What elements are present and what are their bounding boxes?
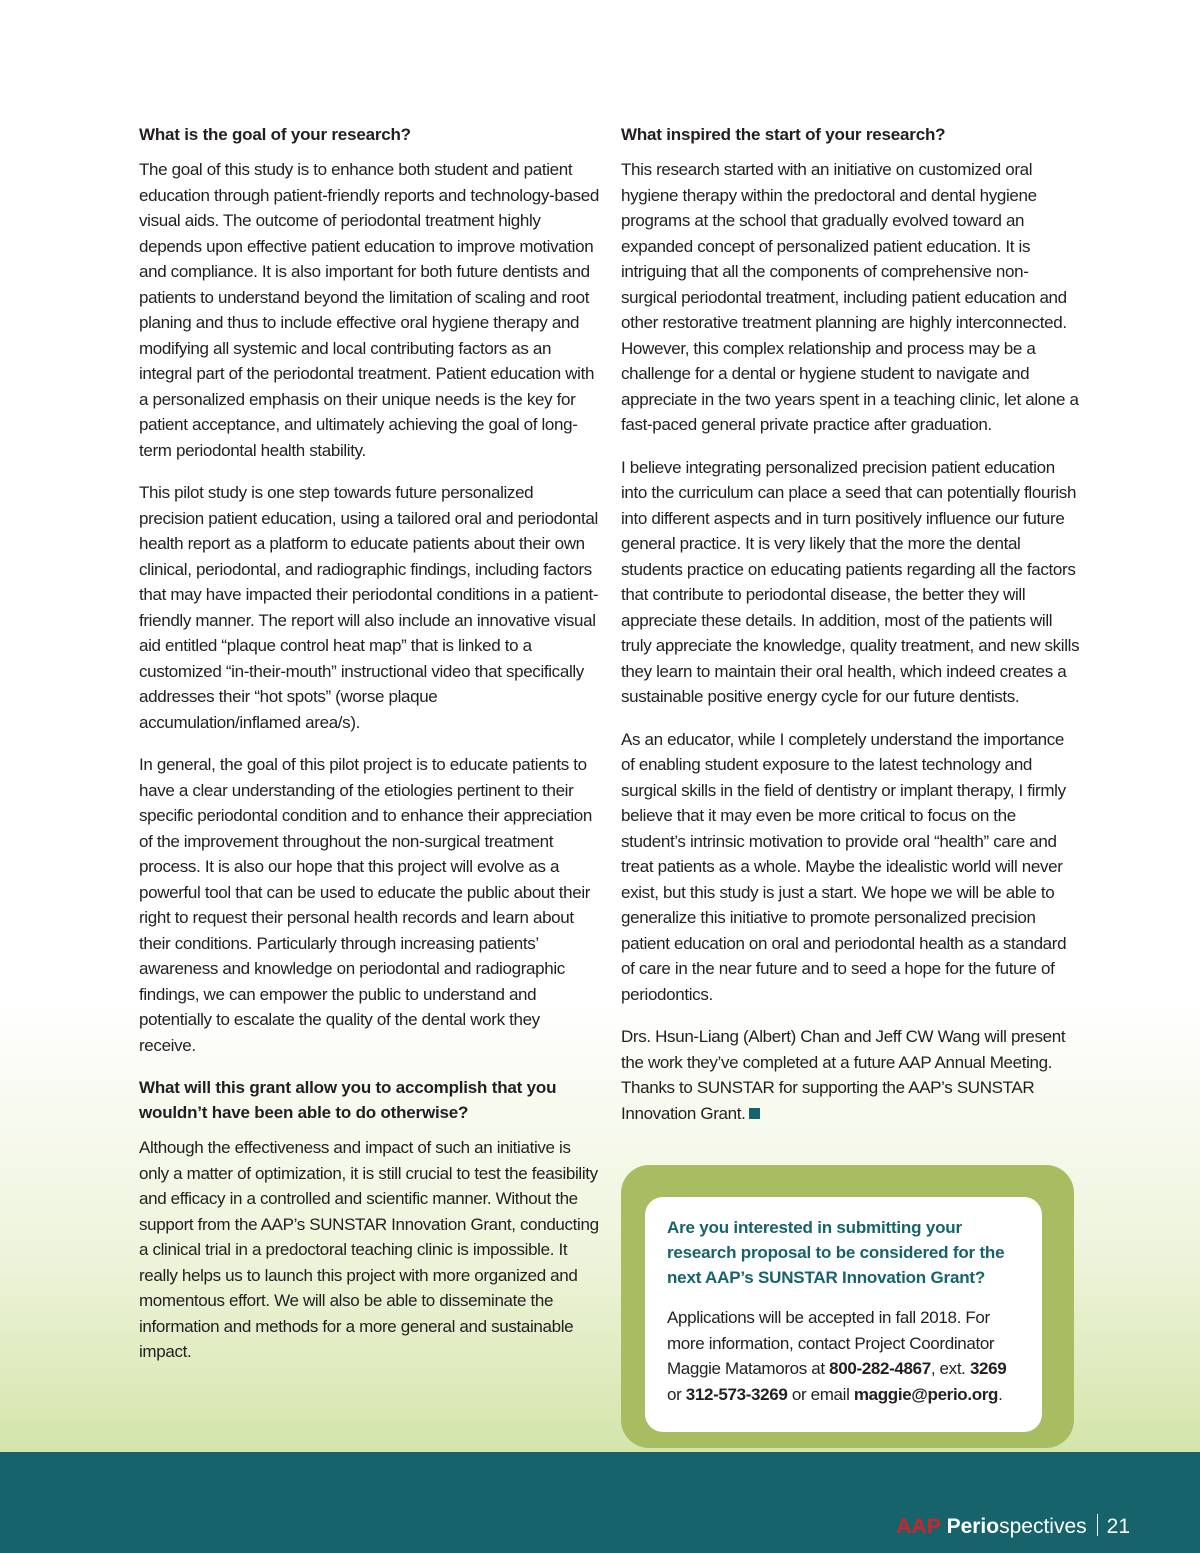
inspiration-paragraph-2: I believe integrating personalized precision patient education into the curriculum can place a seed that can potentially flourish into different aspects and in turn positively influence our future general practice. It is very likely that the more the dental students practice on educating patients regarding all the factors that contribute to periodontal disease, the better they will appreciate these details. In addition, most of the patients will truly appreciate the knowledge, quality treatment, and new skills they learn to maintain their oral health, which indeed creates a sustainable positive energy cycle for our future dentists. — [621, 457, 1080, 706]
right-column — [621, 122, 1081, 1143]
goal-paragraph-1: The goal of this study is to enhance both student and patient education through patient-friendly reports and technology-based visual aids. The outcome of periodontal treatment highly depends upon effective patient education to improve motivation and compliance. It is also important for both future dentists and patients to understand beyond the limitation of scaling and root planing and thus to include effective oral hygiene therapy and modifying all systemic and local contributing factors as an integral part of the periodontal treatment. Patient education with a personalized emphasis on their unique needs is the key for patient acceptance, and ultimately achieving the goal of long-term periodontal health stability. — [139, 160, 599, 460]
left-column — [139, 122, 599, 1382]
callout-body — [667, 1305, 1020, 1407]
callout-text: or email — [787, 1384, 854, 1404]
callout-ext: 3269 — [969, 1359, 1007, 1378]
brand-aap: AAP — [896, 1515, 941, 1538]
goal-heading: What is the goal of your research? — [139, 125, 411, 144]
goal-paragraph-3: In general, the goal of this pilot project is to educate patients to have a clear understanding of the etiologies pertinent to their specific periodontal condition and to enhance their appreciation of the improvement throughout the non-surgical treatment process. It is also our hope that this project will evolve as a powerful tool that can be used to educate the public about their right to request their personal health records and learn about their conditions. Particularly through increasing patients’ awareness and knowledge on periodontal and radiographic findings, we can empower the public to understand and potentially to escalate the quality of the dental work they receive. — [139, 755, 592, 1055]
closing-paragraph — [621, 1024, 1081, 1126]
callout-heading: Are you interested in submitting your research proposal to be considered for the next AAP’s SUNSTAR Innovation Grant? — [667, 1218, 1005, 1287]
callout-text: or — [667, 1384, 686, 1404]
grant-heading: What will this grant allow you to accomplish that you wouldn’t have been able to do otherwise? — [139, 1078, 557, 1122]
callout-text: , ext. — [930, 1359, 970, 1378]
callout-phone[interactable]: 800-282-4867 — [829, 1359, 931, 1378]
grant-paragraph: Although the effectiveness and impact of such an initiative is only a matter of optimization, it is still crucial to test the feasibility and efficacy in a controlled and scientific manner. Without the support from the AAP’s SUNSTAR Innovation Grant, conducting a clinical trial in a predoctoral teaching clinic is impossible. It really helps us to launch this project with more organized and momentous effort. We will also be able to disseminate the information and methods for a more general and sustainable impact. — [139, 1138, 599, 1361]
inspiration-paragraph-3: As an educator, while I completely understand the importance of enabling student exposure to the latest technology and surgical skills in the field of dentistry or implant therapy, I firmly believe that it may even be more critical to focus on the student’s intrinsic motivation to provide oral “health” care and treat patients as a whole. Maybe the idealistic world will never exist, but this study is just a start. We hope we will be able to generalize this initiative to promote personalized precision patient education on oral and periodontal health as a standard of care in the near future and to seed a hope for the future of periodontics. — [621, 729, 1067, 1004]
brand-periospectives — [947, 1515, 1087, 1538]
callout-box — [621, 1165, 1074, 1448]
page-number: 21 — [1106, 1515, 1130, 1538]
footer-brand — [896, 1512, 1130, 1542]
brand-perio: Perio — [946, 1515, 1000, 1538]
end-mark-square-icon — [749, 1108, 760, 1119]
callout-inner — [645, 1197, 1042, 1432]
callout-phone-2[interactable]: 312-573-3269 — [685, 1384, 788, 1404]
callout-text: Applications will be accepted in fall 2018. For more information, contact Project Coordinator Maggie Matamoros at — [667, 1308, 995, 1378]
footer-divider — [1097, 1514, 1098, 1536]
callout-text: . — [998, 1384, 1003, 1404]
brand-spectives: spectives — [999, 1515, 1087, 1538]
callout-email[interactable]: maggie@perio.org — [853, 1384, 999, 1404]
inspiration-paragraph-1: This research started with an initiative on customized oral hygiene therapy within the predoctoral and dental hygiene programs at the school that gradually evolved toward an expanded concept of personalized patient education. It is intriguing that all the components of comprehensive non-surgical periodontal treatment, including patient education and other restorative treatment planning are highly interconnected. However, this complex relationship and process may be a challenge for a dental or hygiene student to navigate and appreciate in the two years spent in a teaching clinic, let alone a fast-paced general private practice after graduation. — [621, 160, 1079, 434]
goal-paragraph-2: This pilot study is one step towards future personalized precision patient education, using a tailored oral and periodontal health report as a platform to educate patients about their own clinical, periodontal, and radiographic findings, including factors that may have impacted their periodontal conditions in a patient-friendly manner. The report will also include an innovative visual aid entitled “plaque control heat map” that is linked to a customized “in-their-mouth” instructional video that specifically addresses their “hot spots” (worse plaque accumulation/inflamed area/s). — [139, 483, 599, 732]
closing-text: Drs. Hsun-Liang (Albert) Chan and Jeff CW Wang will present the work they’ve completed at a future AAP Annual Meeting. Thanks to SUNSTAR for supporting the AAP’s SUNSTAR Innovation Grant. — [621, 1027, 1066, 1123]
inspiration-heading: What inspired the start of your research? — [621, 125, 946, 144]
